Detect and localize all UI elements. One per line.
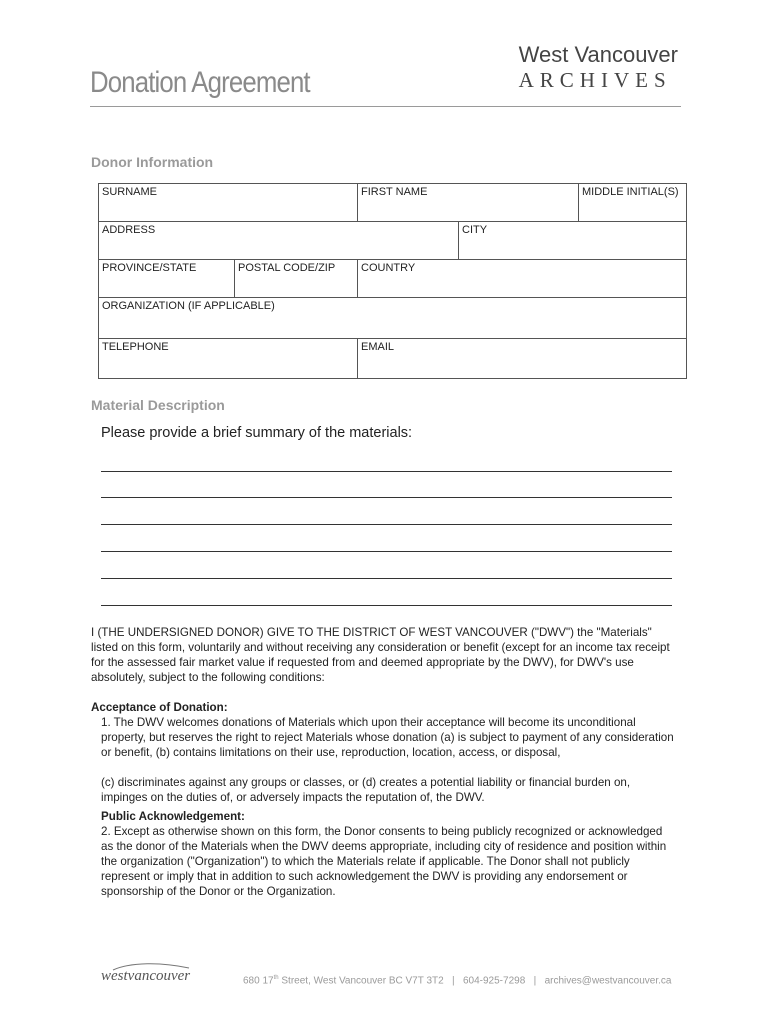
address-label: ADDRESS [102, 224, 156, 236]
province-state-input[interactable] [102, 280, 231, 294]
middle-initial-label: MIDDLE INITIAL(S) [582, 186, 679, 198]
surname-input[interactable] [102, 204, 354, 218]
province-state-label: PROVINCE/STATE [102, 262, 197, 274]
middle-initial-cell[interactable] [579, 184, 686, 222]
province-state-cell[interactable] [99, 260, 235, 298]
city-input[interactable] [462, 242, 683, 256]
middle-initial-input[interactable] [582, 204, 683, 218]
footer-address-number: 680 17 [243, 975, 274, 987]
write-line-2[interactable] [101, 497, 672, 498]
surname-label: SURNAME [102, 186, 158, 198]
write-line-5[interactable] [101, 578, 672, 579]
organization-cell[interactable] [99, 298, 686, 339]
footer-contact [243, 975, 671, 986]
footer-separator-1: | [452, 975, 455, 987]
acknowledgement-heading: Public Acknowledgement: [101, 810, 245, 823]
first-name-cell[interactable] [358, 184, 579, 222]
country-cell[interactable] [358, 260, 686, 298]
footer-address-suffix: th [273, 975, 279, 981]
write-line-6[interactable] [101, 605, 672, 606]
surname-cell[interactable] [99, 184, 358, 222]
email-label: EMAIL [361, 341, 395, 353]
footer-email[interactable]: archives@westvancouver.ca [544, 975, 672, 987]
postal-code-input[interactable] [238, 280, 354, 294]
acceptance-text-1: 1. The DWV welcomes donations of Materials which upon their acceptance will become its unconditional property, but reserves the right to reject Materials whose donation (a) is subject to payment of any consideration or benefit, (b) contains limitations on their use, reproduction, location, access, or disposal, [101, 716, 674, 759]
footer-address-rest: Street, West Vancouver BC V7T 3T2 [278, 975, 444, 987]
materials-prompt: Please provide a brief summary of the materials: [101, 425, 413, 441]
city-cell[interactable] [459, 222, 686, 260]
postal-code-label: POSTAL CODE/ZIP [238, 262, 336, 274]
write-line-3[interactable] [101, 524, 672, 525]
write-line-4[interactable] [101, 551, 672, 552]
email-cell[interactable] [358, 339, 686, 378]
acceptance-heading: Acceptance of Donation: [91, 701, 228, 714]
organization-label: ORGANIZATION (IF APPLICABLE) [102, 300, 275, 312]
write-line-1[interactable] [101, 471, 672, 472]
footer-logo-text: westvancouver [101, 968, 191, 984]
footer-separator-2: | [533, 975, 537, 987]
footer-phone: 604-925-7298 [462, 975, 526, 987]
logo-swoosh-icon [111, 962, 191, 972]
city-label: CITY [462, 224, 488, 236]
country-input[interactable] [361, 280, 683, 294]
email-input[interactable] [361, 361, 683, 375]
telephone-label: TELEPHONE [102, 341, 169, 353]
address-input[interactable] [102, 242, 455, 256]
postal-code-cell[interactable] [235, 260, 358, 298]
acknowledgement-text: 2. Except as otherwise shown on this form, the Donor consents to being publicly recognized or acknowledged as the donor of the Materials when the DWV deems appropriate, including city of residence and position within the organization ("Organization") to which the Materials relate if applicable. The Donor shall not publicly represent or imply that in addition to such acknowledgement the DWV is providing any endorsement or sponsorship of the Donor or the Organization. [101, 825, 667, 898]
first-name-label: FIRST NAME [361, 186, 428, 198]
acceptance-text-2: (c) discriminates against any groups or classes, or (d) creates a potential liability or financial burden on, impinges on the duties of, or adversely impacts the reputation of, the DWV. [101, 776, 631, 804]
country-label: COUNTRY [361, 262, 416, 274]
westvancouver-logo [101, 968, 190, 985]
address-cell[interactable] [99, 222, 459, 260]
agreement-intro: I (THE UNDERSIGNED DONOR) GIVE TO THE DISTRICT OF WEST VANCOUVER ("DWV") the "Materials" listed on this form, voluntarily and without receiving any consideration or benefit (except for an income tax receipt for the assessed fair market value if requested from and deemed appropriate by the DWV), for DWV's use absolutely, subject to the following conditions: [91, 626, 670, 684]
material-description-heading: Material Description [91, 397, 225, 413]
brand-line-2: ARCHIVES [518, 68, 672, 92]
telephone-input[interactable] [102, 361, 354, 375]
organization-input[interactable] [102, 321, 683, 335]
brand-line-1: West Vancouver [518, 42, 678, 67]
page-title: Donation Agreement [90, 66, 310, 99]
telephone-cell[interactable] [99, 339, 358, 378]
archives-logo [519, 42, 678, 93]
donor-form-table [98, 183, 687, 379]
header-divider [90, 106, 681, 107]
first-name-input[interactable] [361, 204, 575, 218]
donor-information-heading: Donor Information [91, 154, 214, 170]
